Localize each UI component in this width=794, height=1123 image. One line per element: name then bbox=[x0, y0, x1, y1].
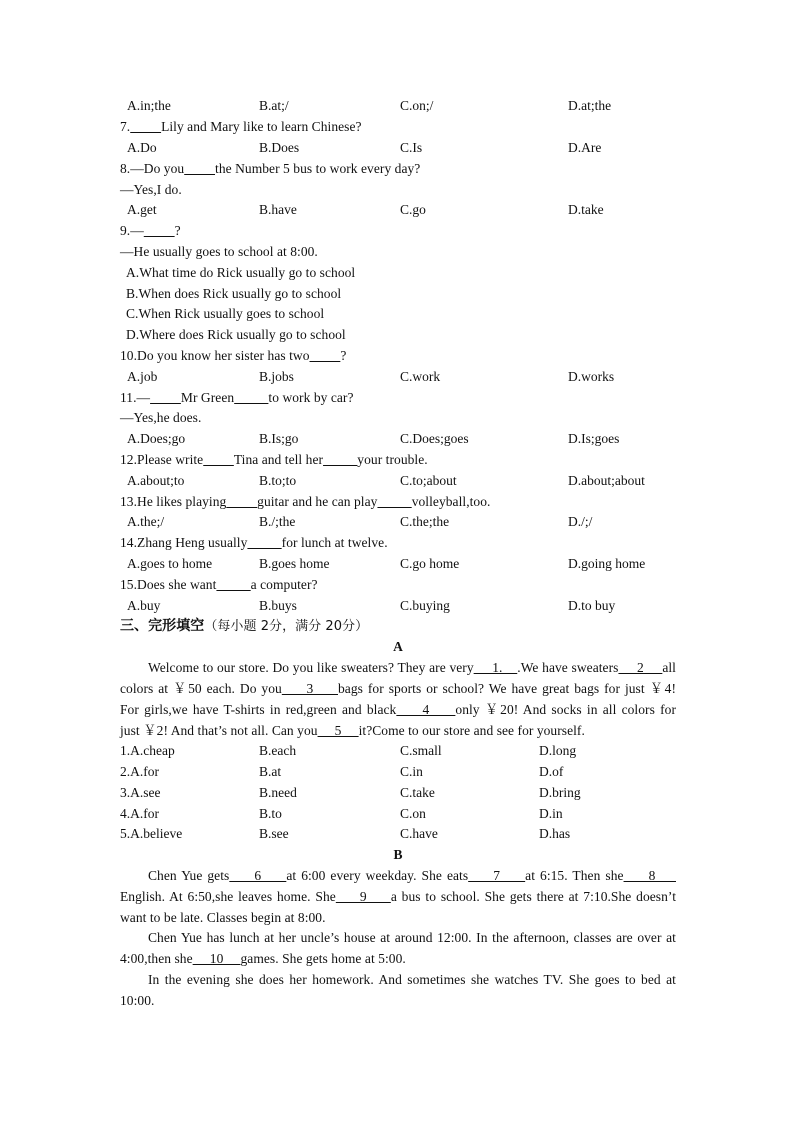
q12-blank-2 bbox=[323, 452, 357, 467]
text-run: Chen Yue gets bbox=[148, 868, 230, 883]
q12-text-mid: Tina and tell her bbox=[233, 452, 324, 467]
q14-option-d: D.going home bbox=[568, 556, 646, 571]
q13-text: volleyball,too. bbox=[411, 494, 491, 509]
q7-number: 7. bbox=[120, 119, 131, 134]
q7-option-c: C.Is bbox=[400, 140, 423, 155]
q11-stem bbox=[120, 388, 354, 408]
q11-text-mid: Mr Green bbox=[180, 390, 235, 405]
q8-option-d: D.take bbox=[568, 202, 604, 217]
q6-option-d: D.at;the bbox=[568, 98, 612, 113]
q14-number: 14.Zhang Heng usually bbox=[120, 535, 248, 550]
q8-blank bbox=[184, 161, 215, 176]
a5-option-b: B.see bbox=[259, 826, 289, 841]
q12-stem bbox=[120, 450, 428, 470]
part-b-line-4 bbox=[120, 928, 676, 948]
part-b-line-1 bbox=[120, 866, 676, 886]
part-a-line-2 bbox=[120, 679, 676, 699]
text-run: games. She gets home at 5:00. bbox=[240, 951, 406, 966]
blank-8: 8 bbox=[623, 868, 676, 883]
part-b-line-3: want to be late. Classes begin at 8:00. bbox=[120, 910, 326, 925]
q10-blank bbox=[310, 348, 341, 363]
section-3-title: 三、完形填空 bbox=[120, 618, 205, 634]
q6-option-c: C.on;/ bbox=[400, 98, 434, 113]
q12-text: your trouble. bbox=[357, 452, 428, 467]
q13-stem bbox=[120, 492, 490, 512]
q15-option-d: D.to buy bbox=[568, 598, 616, 613]
q12-option-b: B.to;to bbox=[259, 473, 297, 488]
a3-option-a: 3.A.see bbox=[120, 785, 161, 800]
q7-option-a: A.Do bbox=[127, 140, 157, 155]
q7-stem bbox=[120, 117, 362, 137]
blank-5: 5 bbox=[317, 723, 359, 738]
q13-blank-1 bbox=[226, 494, 257, 509]
q14-stem bbox=[120, 533, 388, 553]
q9-text: ? bbox=[174, 223, 181, 238]
a4-option-b: B.to bbox=[259, 806, 282, 821]
q10-option-c: C.work bbox=[400, 369, 441, 384]
a2-option-b: B.at bbox=[259, 764, 282, 779]
q12-blank-1 bbox=[203, 452, 234, 467]
q15-number: 15.Does she want bbox=[120, 577, 217, 592]
q10-option-d: D.works bbox=[568, 369, 615, 384]
part-a-label: A bbox=[393, 639, 403, 654]
q14-option-a: A.goes to home bbox=[127, 556, 213, 571]
q10-text: ? bbox=[340, 348, 347, 363]
text-run: all bbox=[662, 660, 676, 675]
q6-option-b: B.at;/ bbox=[259, 98, 289, 113]
q11-blank-1 bbox=[150, 390, 181, 405]
text-run: Welcome to our store. Do you like sweaters? They are very bbox=[148, 660, 474, 675]
blank-6: 6 bbox=[229, 868, 287, 883]
q7-text: Lily and Mary like to learn Chinese? bbox=[161, 119, 362, 134]
q8-number: 8.—Do you bbox=[120, 161, 185, 176]
q8-text: the Number 5 bus to work every day? bbox=[215, 161, 421, 176]
text-run: Chen Yue has lunch at her uncle’s house at around 12:00. In the afternoon, classes are over at bbox=[148, 930, 676, 945]
blank-2: 2 bbox=[618, 660, 663, 675]
a3-option-b: B.need bbox=[259, 785, 297, 800]
q13-blank-2 bbox=[377, 494, 411, 509]
q13-option-c: C.the;the bbox=[400, 514, 450, 529]
a2-option-c: C.in bbox=[400, 764, 423, 779]
q12-number: 12.Please write bbox=[120, 452, 204, 467]
q9-choice-b: B.When does Rick usually go to school bbox=[126, 286, 342, 301]
q10-option-a: A.job bbox=[127, 369, 158, 384]
text-run: In the evening she does her homework. And sometimes she watches TV. She goes to bed at bbox=[148, 972, 676, 987]
q11-number: 11.— bbox=[120, 390, 151, 405]
q10-number: 10.Do you know her sister has two bbox=[120, 348, 310, 363]
q10-stem bbox=[120, 346, 346, 366]
q13-number: 13.He likes playing bbox=[120, 494, 227, 509]
q14-blank bbox=[247, 535, 281, 550]
q11-option-b: B.Is;go bbox=[259, 431, 299, 446]
q15-blank bbox=[216, 577, 250, 592]
q14-option-c: C.go home bbox=[400, 556, 460, 571]
q9-blank bbox=[144, 223, 175, 238]
q9-number: 9.— bbox=[120, 223, 144, 238]
blank-4: 4 bbox=[396, 702, 456, 717]
text-run: at 6:00 every weekday. She eats bbox=[286, 868, 469, 883]
a1-option-a: 1.A.cheap bbox=[120, 743, 175, 758]
a4-option-a: 4.A.for bbox=[120, 806, 159, 821]
q12-option-a: A.about;to bbox=[127, 473, 185, 488]
q8-stem bbox=[120, 159, 420, 179]
part-b-line-2 bbox=[120, 887, 676, 907]
text-run: bags for sports or school? We have great bags for just ￥4! bbox=[338, 681, 676, 696]
q13-option-d: D./;/ bbox=[568, 514, 593, 529]
blank-3: 3 bbox=[281, 681, 338, 696]
q9-choice-c: C.When Rick usually goes to school bbox=[126, 306, 325, 321]
q6-option-a: A.in;the bbox=[127, 98, 171, 113]
text-run: 4:00,then she bbox=[120, 951, 193, 966]
a2-option-a: 2.A.for bbox=[120, 764, 159, 779]
text-run: English. At 6:50,she leaves home. She bbox=[120, 889, 336, 904]
part-b-line-7: 10:00. bbox=[120, 993, 155, 1008]
q12-option-c: C.to;about bbox=[400, 473, 457, 488]
blank-10: 10 bbox=[192, 951, 241, 966]
q9-stem bbox=[120, 221, 181, 241]
q14-text: for lunch at twelve. bbox=[281, 535, 388, 550]
text-run: For girls,we have T-shirts in red,green and black bbox=[120, 702, 397, 717]
text-run: it?Come to our store and see for yourself. bbox=[358, 723, 585, 738]
q13-text-mid: guitar and he can play bbox=[257, 494, 378, 509]
q15-option-c: C.buying bbox=[400, 598, 450, 613]
q7-option-d: D.Are bbox=[568, 140, 602, 155]
q11-blank-2 bbox=[234, 390, 268, 405]
section-3-note: （每小题 2分，满分 20分） bbox=[204, 619, 369, 634]
a3-option-d: D.bring bbox=[539, 785, 581, 800]
blank-1: 1. bbox=[473, 660, 518, 675]
text-run: a bus to school. She gets there at 7:10.She doesn’t bbox=[390, 889, 676, 904]
q11-text: to work by car? bbox=[268, 390, 354, 405]
q9-choice-a: A.What time do Rick usually go to school bbox=[126, 265, 356, 280]
blank-9: 9 bbox=[335, 889, 391, 904]
a3-option-c: C.take bbox=[400, 785, 435, 800]
a1-option-b: B.each bbox=[259, 743, 297, 758]
part-a-line-4 bbox=[120, 721, 585, 741]
q7-option-b: B.Does bbox=[259, 140, 300, 155]
q9-answer: —He usually goes to school at 8:00. bbox=[120, 244, 318, 259]
q15-stem bbox=[120, 575, 318, 595]
q8-option-c: C.go bbox=[400, 202, 426, 217]
blank-7: 7 bbox=[468, 868, 526, 883]
q11-option-a: A.Does;go bbox=[127, 431, 186, 446]
part-a-line-1 bbox=[120, 658, 676, 678]
q15-option-a: A.buy bbox=[127, 598, 161, 613]
a5-option-c: C.have bbox=[400, 826, 438, 841]
a1-option-d: D.long bbox=[539, 743, 577, 758]
q11-answer: —Yes,he does. bbox=[120, 410, 202, 425]
a4-option-d: D.in bbox=[539, 806, 563, 821]
q9-choice-d: D.Where does Rick usually go to school bbox=[126, 327, 346, 342]
q10-option-b: B.jobs bbox=[259, 369, 294, 384]
q14-option-b: B.goes home bbox=[259, 556, 330, 571]
q15-text: a computer? bbox=[250, 577, 318, 592]
q8-answer: —Yes,I do. bbox=[120, 182, 182, 197]
a4-option-c: C.on bbox=[400, 806, 426, 821]
a5-option-d: D.has bbox=[539, 826, 571, 841]
q11-option-d: D.Is;goes bbox=[568, 431, 620, 446]
text-run: only ￥20! And socks in all colors for bbox=[455, 702, 676, 717]
text-run: .We have sweaters bbox=[517, 660, 619, 675]
q13-option-b: B./;the bbox=[259, 514, 296, 529]
q8-option-b: B.have bbox=[259, 202, 297, 217]
part-b-line-6 bbox=[120, 970, 676, 990]
part-b-line-5 bbox=[120, 949, 406, 969]
a5-option-a: 5.A.believe bbox=[120, 826, 183, 841]
text-run: at 6:15. Then she bbox=[525, 868, 624, 883]
q8-option-a: A.get bbox=[127, 202, 157, 217]
q7-blank bbox=[130, 119, 161, 134]
part-a-line-3 bbox=[120, 700, 676, 720]
section-3-heading bbox=[120, 616, 368, 637]
q12-option-d: D.about;about bbox=[568, 473, 645, 488]
a1-option-c: C.small bbox=[400, 743, 442, 758]
a2-option-d: D.of bbox=[539, 764, 564, 779]
text-run: just ￥2! And that’s not all. Can you bbox=[120, 723, 318, 738]
part-b-label: B bbox=[393, 847, 403, 862]
q11-option-c: C.Does;goes bbox=[400, 431, 469, 446]
text-run: colors at ￥50 each. Do you bbox=[120, 681, 282, 696]
q13-option-a: A.the;/ bbox=[127, 514, 165, 529]
q15-option-b: B.buys bbox=[259, 598, 297, 613]
